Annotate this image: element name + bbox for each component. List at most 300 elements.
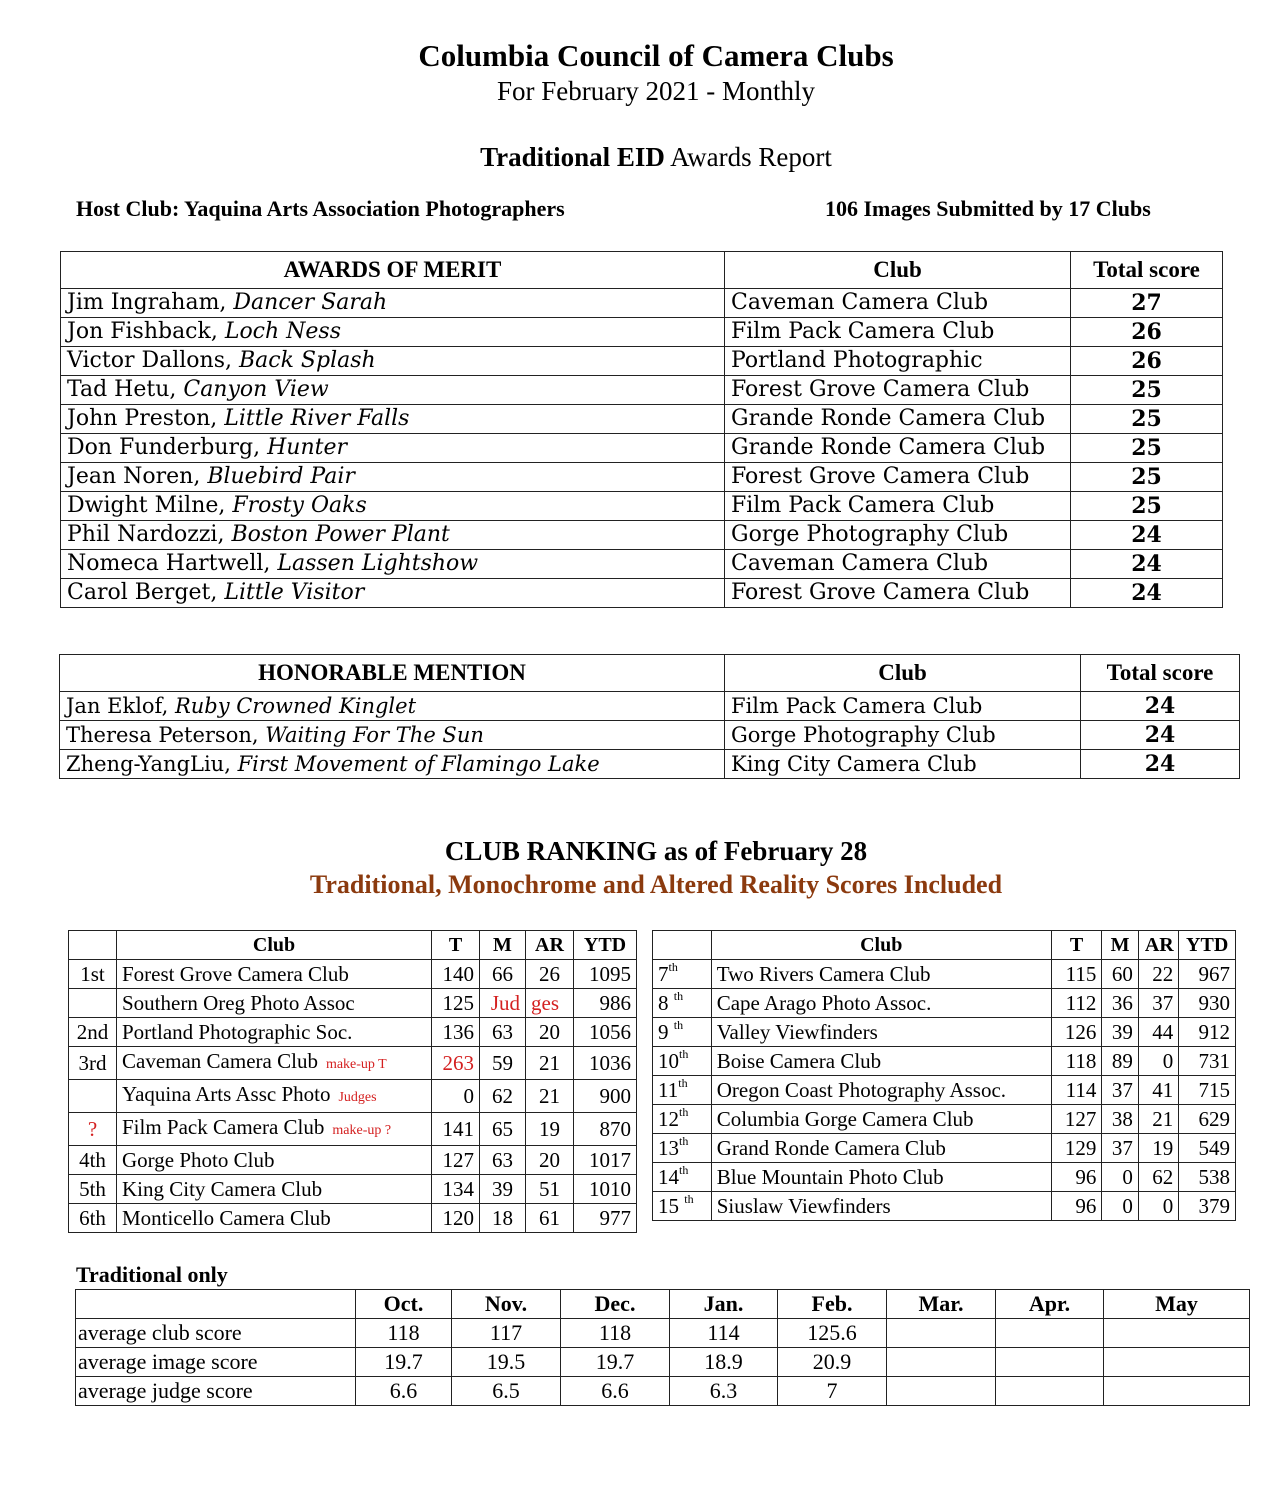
m-score-cell: 59 [480, 1047, 526, 1080]
average-value: 6.6 [356, 1377, 452, 1406]
t-score-cell: 140 [432, 960, 480, 989]
score-cell: 25 [1071, 376, 1223, 405]
ranking-row [653, 1018, 1236, 1047]
club-cell [117, 1018, 432, 1047]
club-cell: Blue Mountain Photo Club [711, 1163, 1051, 1192]
rank-header-t: T [1051, 931, 1102, 960]
photographer-name: Dwight Milne, [67, 493, 233, 518]
average-value: 19.7 [561, 1348, 670, 1377]
ranking-note: Judges [338, 1090, 377, 1105]
ytd-score-cell: 986 [574, 989, 637, 1018]
traditional-averages-table [75, 1289, 1250, 1406]
average-value [887, 1348, 996, 1377]
image-title: Lassen Lightshow [277, 551, 479, 576]
award-row [61, 347, 1223, 376]
report-title: Columbia Council of Camera Clubs [418, 38, 894, 73]
club-cell: Two Rivers Camera Club [711, 960, 1051, 989]
ytd-score-cell: 538 [1179, 1163, 1236, 1192]
photographer-name: Don Funderburg, [67, 435, 268, 460]
honorable-row [60, 721, 1240, 750]
awards-of-merit-table [60, 251, 1223, 608]
ar-score-cell: 26 [526, 960, 574, 989]
rank-number: 10 [658, 1049, 679, 1073]
average-value: 114 [670, 1319, 778, 1348]
average-value: 117 [452, 1319, 561, 1348]
entry-name-cell [61, 318, 725, 347]
rank-number: 8 [658, 991, 674, 1015]
club-name: Film Pack Camera Club [122, 1115, 325, 1139]
awards-header-score: Total score [1071, 252, 1223, 289]
ar-score-cell: 22 [1138, 960, 1178, 989]
image-title: Hunter [267, 435, 348, 460]
rank-cell [653, 960, 712, 989]
club-cell [117, 960, 432, 989]
average-value: 19.5 [452, 1348, 561, 1377]
m-score-cell: 63 [480, 1018, 526, 1047]
traditional-header-blank [76, 1290, 356, 1319]
rank-cell [653, 1076, 712, 1105]
club-cell [117, 1175, 432, 1204]
ytd-score-cell: 912 [1179, 1018, 1236, 1047]
award-row [61, 434, 1223, 463]
score-cell: 24 [1081, 721, 1240, 750]
t-score-cell: 141 [432, 1113, 480, 1146]
ytd-score-cell: 870 [574, 1113, 637, 1146]
m-score-cell: Jud [480, 989, 526, 1018]
m-score-cell: 89 [1102, 1047, 1138, 1076]
ytd-score-cell: 715 [1179, 1076, 1236, 1105]
rank-number: 14 [658, 1165, 679, 1189]
club-name: Forest Grove Camera Club [122, 962, 349, 986]
club-cell [117, 989, 432, 1018]
ar-score-cell: 21 [526, 1080, 574, 1113]
ytd-score-cell: 1036 [574, 1047, 637, 1080]
club-name: King City Camera Club [122, 1177, 323, 1201]
entry-name-cell [61, 550, 725, 579]
photographer-name: Carol Berget, [67, 580, 225, 605]
awards-header-title: AWARDS OF MERIT [61, 252, 725, 289]
m-score-cell: 36 [1102, 989, 1138, 1018]
average-value: 20.9 [778, 1348, 887, 1377]
club-name: Portland Photographic Soc. [122, 1020, 353, 1044]
average-value: 19.7 [356, 1348, 452, 1377]
average-value [887, 1377, 996, 1406]
average-label: average club score [76, 1319, 356, 1348]
m-score-cell: 63 [480, 1146, 526, 1175]
entry-name-cell [61, 579, 725, 608]
club-cell [117, 1146, 432, 1175]
hm-header-title: HONORABLE MENTION [60, 655, 725, 692]
award-row [61, 289, 1223, 318]
ranking-row [653, 989, 1236, 1018]
ar-score-cell: 37 [1138, 989, 1178, 1018]
t-score-cell: 263 [432, 1047, 480, 1080]
ar-score-cell: 20 [526, 1146, 574, 1175]
score-cell: 25 [1071, 405, 1223, 434]
t-score-cell: 118 [1051, 1047, 1102, 1076]
club-cell: Gorge Photography Club [725, 521, 1071, 550]
month-header: Oct. [356, 1290, 452, 1319]
average-value: 118 [561, 1319, 670, 1348]
ar-score-cell: 44 [1138, 1018, 1178, 1047]
ytd-score-cell: 977 [574, 1204, 637, 1233]
average-row [76, 1319, 1250, 1348]
report-type-bold: Traditional EID [480, 142, 665, 172]
rank-cell [69, 989, 117, 1018]
award-row [61, 579, 1223, 608]
award-row [61, 550, 1223, 579]
rank-header-ar: AR [1138, 931, 1178, 960]
ranking-note: make-up ? [332, 1123, 392, 1138]
month-header: Jan. [670, 1290, 778, 1319]
ytd-score-cell: 629 [1179, 1105, 1236, 1134]
t-score-cell: 112 [1051, 989, 1102, 1018]
image-title: First Movement of Flamingo Lake [237, 752, 600, 776]
rank-header-rank [69, 931, 117, 960]
m-score-cell: 39 [1102, 1018, 1138, 1047]
club-cell: Film Pack Camera Club [725, 318, 1071, 347]
month-header: Nov. [452, 1290, 561, 1319]
photographer-name: John Preston, [67, 406, 225, 431]
club-name: Monticello Camera Club [122, 1206, 331, 1230]
image-title: Back Splash [238, 348, 376, 373]
score-cell: 25 [1071, 492, 1223, 521]
ar-score-cell: ges [526, 989, 574, 1018]
club-cell: Portland Photographic [725, 347, 1071, 376]
average-label: average judge score [76, 1377, 356, 1406]
rank-cell: 4th [69, 1146, 117, 1175]
ar-score-cell: 0 [1138, 1047, 1178, 1076]
hm-header-row [60, 655, 1240, 692]
club-name: Gorge Photo Club [122, 1148, 275, 1172]
club-cell: Grande Ronde Camera Club [725, 434, 1071, 463]
ar-score-cell: 0 [1138, 1192, 1178, 1221]
rank-header-ytd: YTD [1179, 931, 1236, 960]
month-header: Dec. [561, 1290, 670, 1319]
image-title: Loch Ness [224, 319, 342, 344]
club-cell [117, 1080, 432, 1113]
awards-header-club: Club [725, 252, 1071, 289]
image-title: Boston Power Plant [231, 522, 450, 547]
m-score-cell: 18 [480, 1204, 526, 1233]
rank-cell: ? [69, 1113, 117, 1146]
score-cell: 24 [1071, 550, 1223, 579]
t-score-cell: 115 [1051, 960, 1102, 989]
honorable-row [60, 750, 1240, 779]
average-label: average image score [76, 1348, 356, 1377]
club-cell: Oregon Coast Photography Assoc. [711, 1076, 1051, 1105]
rank-suffix: th [679, 1163, 689, 1177]
entry-name-cell [61, 521, 725, 550]
image-title: Little Visitor [224, 580, 365, 605]
rank-number: 13 [658, 1136, 679, 1160]
t-score-cell: 114 [1051, 1076, 1102, 1105]
score-cell: 24 [1081, 692, 1240, 721]
host-club: Host Club: Yaquina Arts Association Photographers [76, 196, 565, 221]
ranking-row [69, 1175, 637, 1204]
hm-header-score: Total score [1081, 655, 1240, 692]
award-row [61, 318, 1223, 347]
photographer-name: Jon Fishback, [67, 319, 225, 344]
m-score-cell: 0 [1102, 1163, 1138, 1192]
score-cell: 26 [1071, 347, 1223, 376]
photographer-name: Zheng-YangLiu, [66, 752, 238, 776]
image-title: Ruby Crowned Kinglet [174, 694, 417, 718]
rank-cell: 2nd [69, 1018, 117, 1047]
ranking-row [69, 960, 637, 989]
rank-cell [653, 1163, 712, 1192]
ar-score-cell: 19 [1138, 1134, 1178, 1163]
rank-suffix: th [684, 1192, 694, 1206]
club-name: Southern Oreg Photo Assoc [122, 991, 355, 1015]
average-value [996, 1348, 1104, 1377]
month-header: Feb. [778, 1290, 887, 1319]
average-value: 6.5 [452, 1377, 561, 1406]
image-title: Canyon View [183, 377, 329, 402]
ar-score-cell: 20 [526, 1018, 574, 1047]
ranking-row [69, 1047, 637, 1080]
ranking-title: CLUB RANKING as of February 28 [444, 836, 868, 866]
ranking-row [653, 1192, 1236, 1221]
rank-header-m: M [480, 931, 526, 960]
award-row [61, 521, 1223, 550]
photographer-name: Theresa Peterson, [66, 723, 266, 747]
club-cell: Siuslaw Viewfinders [711, 1192, 1051, 1221]
entry-name-cell [60, 721, 725, 750]
rank-number: 7 [658, 962, 669, 986]
m-score-cell: 65 [480, 1113, 526, 1146]
ranking-row [653, 1105, 1236, 1134]
month-header: Mar. [887, 1290, 996, 1319]
club-cell: King City Camera Club [725, 750, 1081, 779]
photographer-name: Jim Ingraham, [67, 290, 234, 315]
club-cell: Forest Grove Camera Club [725, 579, 1071, 608]
t-score-cell: 126 [1051, 1018, 1102, 1047]
traditional-only-label: Traditional only [76, 1262, 228, 1287]
rank-suffix: th [673, 989, 684, 1003]
ranking-row [69, 1113, 637, 1146]
photographer-name: Jean Noren, [67, 464, 208, 489]
score-cell: 25 [1071, 463, 1223, 492]
ranking-row [653, 960, 1236, 989]
ytd-score-cell: 900 [574, 1080, 637, 1113]
score-cell: 24 [1071, 579, 1223, 608]
club-cell: Forest Grove Camera Club [725, 376, 1071, 405]
ytd-score-cell: 1017 [574, 1146, 637, 1175]
rank-cell [653, 1134, 712, 1163]
rank-header-ytd: YTD [574, 931, 637, 960]
rank-suffix: th [668, 960, 678, 974]
ar-score-cell: 62 [1138, 1163, 1178, 1192]
club-cell [117, 1113, 432, 1146]
score-cell: 27 [1071, 289, 1223, 318]
rank-header-club: Club [117, 931, 432, 960]
entry-name-cell [61, 347, 725, 376]
month-header: May [1104, 1290, 1250, 1319]
club-cell: Grand Ronde Camera Club [711, 1134, 1051, 1163]
club-cell [117, 1204, 432, 1233]
photographer-name: Victor Dallons, [67, 348, 239, 373]
image-title: Bluebird Pair [207, 464, 355, 489]
rank-suffix: th [679, 1105, 689, 1119]
report-subtitle: For February 2021 - Monthly [497, 76, 815, 106]
rank-suffix: th [679, 1134, 689, 1148]
entry-name-cell [60, 692, 725, 721]
m-score-cell: 37 [1102, 1134, 1138, 1163]
honorable-row [60, 692, 1240, 721]
m-score-cell: 0 [1102, 1192, 1138, 1221]
ranking-row [69, 1204, 637, 1233]
award-row [61, 492, 1223, 521]
entry-name-cell [61, 434, 725, 463]
ranking-row [653, 1134, 1236, 1163]
rank-number: 12 [658, 1107, 679, 1131]
rank-header-ar: AR [526, 931, 574, 960]
rank-suffix: th [679, 1047, 689, 1061]
score-cell: 25 [1071, 434, 1223, 463]
club-cell: Columbia Gorge Camera Club [711, 1105, 1051, 1134]
ar-score-cell: 21 [1138, 1105, 1178, 1134]
t-score-cell: 134 [432, 1175, 480, 1204]
ar-score-cell: 61 [526, 1204, 574, 1233]
rank-cell: 5th [69, 1175, 117, 1204]
average-value: 18.9 [670, 1348, 778, 1377]
ranking-row [69, 1080, 637, 1113]
ar-score-cell: 19 [526, 1113, 574, 1146]
average-row [76, 1377, 1250, 1406]
rank-cell [653, 989, 712, 1018]
average-value: 125.6 [778, 1319, 887, 1348]
rank-cell [69, 1080, 117, 1113]
rank-number: 11 [658, 1078, 679, 1102]
club-cell: Forest Grove Camera Club [725, 463, 1071, 492]
ytd-score-cell: 379 [1179, 1192, 1236, 1221]
entry-name-cell [61, 376, 725, 405]
rank-header-t: T [432, 931, 480, 960]
score-cell: 24 [1081, 750, 1240, 779]
hm-header-club: Club [725, 655, 1081, 692]
award-row [61, 463, 1223, 492]
ranking-table-left [68, 930, 637, 1233]
club-cell: Film Pack Camera Club [725, 492, 1071, 521]
t-score-cell: 96 [1051, 1192, 1102, 1221]
ytd-score-cell: 1010 [574, 1175, 637, 1204]
entry-name-cell [61, 463, 725, 492]
award-row [61, 405, 1223, 434]
photographer-name: Jan Eklof, [66, 694, 175, 718]
rank-cell [653, 1018, 712, 1047]
average-value [1104, 1319, 1250, 1348]
t-score-cell: 127 [1051, 1105, 1102, 1134]
t-score-cell: 125 [432, 989, 480, 1018]
average-value: 6.6 [561, 1377, 670, 1406]
t-score-cell: 0 [432, 1080, 480, 1113]
rank-cell [653, 1192, 712, 1221]
club-cell: Boise Camera Club [711, 1047, 1051, 1076]
average-value [1104, 1377, 1250, 1406]
rank-cell [653, 1047, 712, 1076]
t-score-cell: 127 [432, 1146, 480, 1175]
month-header: Apr. [996, 1290, 1104, 1319]
club-cell: Caveman Camera Club [725, 550, 1071, 579]
rank-header-m: M [1102, 931, 1138, 960]
entry-name-cell [61, 289, 725, 318]
m-score-cell: 66 [480, 960, 526, 989]
entry-name-cell [61, 492, 725, 521]
ar-score-cell: 51 [526, 1175, 574, 1204]
image-title: Frosty Oaks [232, 493, 367, 518]
m-score-cell: 60 [1102, 960, 1138, 989]
photographer-name: Nomeca Hartwell, [67, 551, 278, 576]
image-title: Dancer Sarah [233, 290, 388, 315]
ytd-score-cell: 930 [1179, 989, 1236, 1018]
entry-name-cell [61, 405, 725, 434]
ranking-left-header-row [69, 931, 637, 960]
rank-suffix: th [678, 1076, 688, 1090]
m-score-cell: 37 [1102, 1076, 1138, 1105]
rank-cell: 3rd [69, 1047, 117, 1080]
score-cell: 26 [1071, 318, 1223, 347]
entry-name-cell [60, 750, 725, 779]
average-value: 118 [356, 1319, 452, 1348]
ytd-score-cell: 1095 [574, 960, 637, 989]
rank-cell: 6th [69, 1204, 117, 1233]
rank-number: 15 [658, 1194, 685, 1218]
ranking-row [653, 1163, 1236, 1192]
rank-header-club: Club [711, 931, 1051, 960]
ranking-subtitle: Traditional, Monochrome and Altered Reality Scores Included [309, 870, 1003, 899]
m-score-cell: 39 [480, 1175, 526, 1204]
rank-header-rank [653, 931, 712, 960]
t-score-cell: 136 [432, 1018, 480, 1047]
ytd-score-cell: 731 [1179, 1047, 1236, 1076]
photographer-name: Phil Nardozzi, [67, 522, 232, 547]
average-row [76, 1348, 1250, 1377]
image-title: Little River Falls [224, 406, 410, 431]
ranking-note: make-up T [325, 1057, 387, 1072]
club-cell: Valley Viewfinders [711, 1018, 1051, 1047]
ranking-row [653, 1047, 1236, 1076]
club-cell: Film Pack Camera Club [725, 692, 1081, 721]
images-submitted: 106 Images Submitted by 17 Clubs [825, 196, 1151, 221]
average-value [996, 1319, 1104, 1348]
club-cell: Caveman Camera Club [725, 289, 1071, 318]
photographer-name: Tad Hetu, [67, 377, 184, 402]
t-score-cell: 120 [432, 1204, 480, 1233]
award-row [61, 376, 1223, 405]
club-name: Yaquina Arts Assc Photo [122, 1082, 331, 1106]
ranking-table-right [652, 930, 1236, 1221]
club-cell: Gorge Photography Club [725, 721, 1081, 750]
average-value [996, 1377, 1104, 1406]
traditional-header-row [76, 1290, 1250, 1319]
ar-score-cell: 41 [1138, 1076, 1178, 1105]
ar-score-cell: 21 [526, 1047, 574, 1080]
club-cell: Cape Arago Photo Assoc. [711, 989, 1051, 1018]
club-cell: Grande Ronde Camera Club [725, 405, 1071, 434]
image-title: Waiting For The Sun [265, 723, 484, 747]
ranking-row [69, 989, 637, 1018]
report-type [0, 142, 1274, 173]
ytd-score-cell: 967 [1179, 960, 1236, 989]
rank-cell: 1st [69, 960, 117, 989]
average-value [887, 1319, 996, 1348]
honorable-mention-table [59, 654, 1240, 779]
ranking-right-header-row [653, 931, 1236, 960]
ytd-score-cell: 1056 [574, 1018, 637, 1047]
awards-header-row [61, 252, 1223, 289]
rank-number: 9 [658, 1020, 674, 1044]
